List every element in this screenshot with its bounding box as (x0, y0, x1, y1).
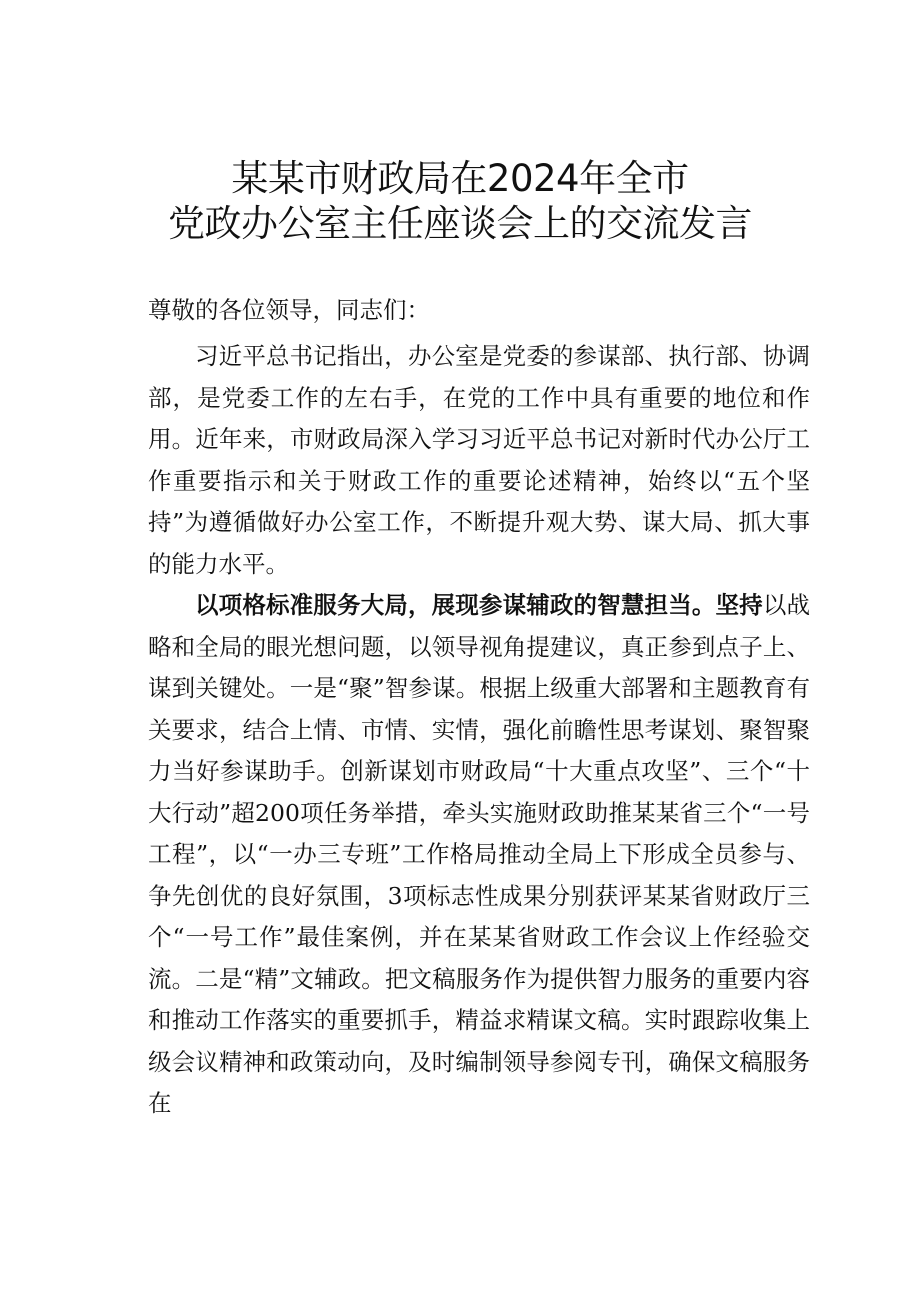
paragraph-2 (148, 585, 810, 1125)
paragraph-1: 习近平总书记指出，办公室是党委的参谋部、执行部、协调部，是党委工作的左右手，在党的工作中具有重要的地位和作用。近年来，市财政局深入学习习近平总书记对新时代办公厅工作重要指示和关于财政工作的重要论述精神，始终以“五个坚持”为遵循做好办公室工作，不断提升观大势、谋大局、抓大事的能力水平。 (148, 342, 810, 578)
title-line-1: 某某市财政局在2024年全市 (231, 157, 689, 200)
greeting: 尊敬的各位领导，同志们： (148, 296, 430, 324)
paragraph-2-heading: 以项格标准服务大局，展现参谋辅政的智慧担当。坚持 (195, 591, 763, 619)
paragraph-2-body: 以战略和全局的眼光想问题，以领导视角提建议，真正参到点子上、谋到关键处。一是“聚”智参谋。根据上级重大部署和主题教育有关要求，结合上情、市情、实情，强化前瞻性思考谋划、聚智聚力当好参谋助手。创新谋划市财政局“十大重点攻坚”、三个“十大行动”超200项任务举措，牵头实施财政助推某某省三个“一号工程”，以“一办三专班”工作格局推动全局上下形成全员参与、争先创优的良好氛围，3项标志性成果分别获评某某省财政厅三个“一号工作”最佳案例，并在某某省财政工作会议上作经验交流。二是“精”文辅政。把文稿服务作为提供智力服务的重要内容和推动工作落实的重要抓手，精益求精谋文稿。实时跟踪收集上级会议精神和政策动向，及时编制领导参阅专刊，确保文稿服务在 (148, 591, 811, 1117)
title-line-2: 党政办公室主任座谈会上的交流发言 (168, 202, 752, 245)
